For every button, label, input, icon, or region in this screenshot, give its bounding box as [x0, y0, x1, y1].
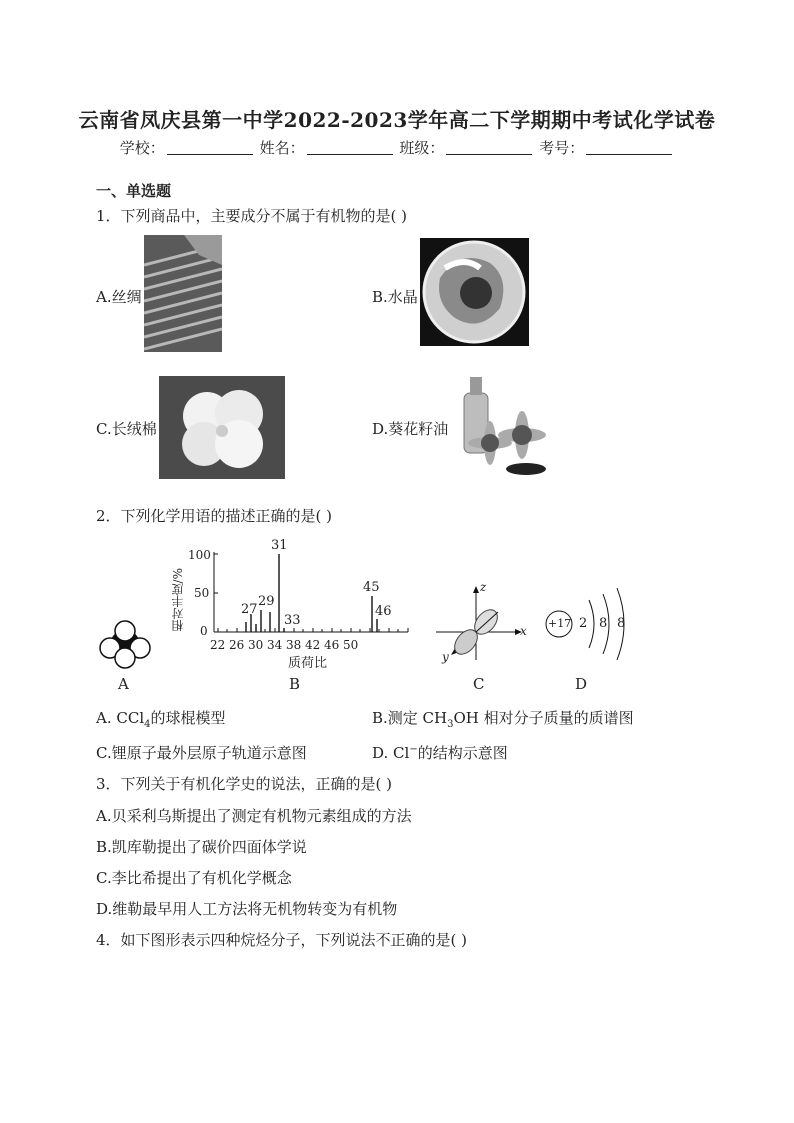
class-blank[interactable] [446, 140, 532, 155]
q3-option-c: C.李比希提出了有机化学概念 [96, 869, 292, 887]
ms-xtick-46: 46 [324, 638, 340, 652]
exam-number-label: 考号： [539, 139, 585, 157]
figure-c-label: C [473, 675, 485, 693]
axis-z-label: z [480, 580, 487, 594]
ms-peak-label-45: 45 [363, 580, 380, 595]
mass-spectrum-figure [170, 538, 416, 670]
ms-ytick-0: 0 [200, 624, 208, 638]
silk-image [144, 235, 222, 352]
shell-3-electrons: 8 [617, 616, 626, 631]
ms-peak-label-46: 46 [375, 604, 392, 619]
ms-xtick-30: 30 [248, 638, 264, 652]
axis-y-label: y [442, 650, 449, 664]
ms-ylabel: 相对丰度/% [171, 568, 185, 632]
exam-number-blank[interactable] [586, 140, 672, 155]
q3-option-a: A.贝采利乌斯提出了测定有机物元素组成的方法 [96, 807, 412, 825]
ms-xtick-34: 34 [267, 638, 283, 652]
ms-peak-label-29: 29 [258, 594, 275, 609]
q1-option-b: B.水晶 [372, 288, 418, 306]
ms-xtick-42: 42 [305, 638, 321, 652]
sunflower-oil-image [454, 373, 550, 490]
ms-xlabel: 质荷比 [288, 656, 328, 671]
class-label: 班级： [399, 139, 445, 157]
ms-xtick-38: 38 [286, 638, 302, 652]
ms-xtick-50: 50 [343, 638, 359, 652]
axis-x-label: x [520, 624, 527, 638]
ms-xtick-22: 22 [210, 638, 226, 652]
q1-option-a: A.丝绸 [96, 288, 142, 306]
q3-option-d: D.维勒最早用人工方法将无机物转变为有机物 [96, 900, 398, 918]
q3-stem: 3．下列关于有机化学史的说法，正确的是( ) [96, 775, 393, 793]
figure-a-label: A [118, 675, 129, 693]
q2-stem: 2．下列化学用语的描述正确的是( ) [96, 507, 333, 525]
crystal-ball-image [420, 238, 529, 346]
figure-d-label: D [575, 675, 588, 693]
ms-peak-label-27: 27 [241, 602, 258, 617]
q3-option-b: B.凯库勒提出了碳价四面体学说 [96, 838, 307, 856]
name-label: 姓名： [259, 139, 305, 157]
p-orbital-figure [434, 580, 534, 666]
q2-option-b: B.测定 $CH_3OH$ 相对分子质量的质谱图 [372, 709, 634, 730]
ms-ytick-50: 50 [194, 586, 210, 600]
cotton-image [159, 376, 285, 479]
q1-stem: 1．下列商品中，主要成分不属于有机物的是( ) [96, 207, 408, 225]
paper-title: 云南省凤庆县第一中学2022-2023学年高二下学期期中考试化学试卷 [78, 108, 716, 132]
school-blank[interactable] [167, 140, 253, 155]
q2-option-a: A. CCl$_4$的球棍模型 [96, 709, 226, 730]
nucleus-charge: +17 [548, 617, 572, 630]
ms-xtick-26: 26 [229, 638, 245, 652]
shell-2-electrons: 8 [599, 616, 608, 631]
ms-ytick-100: 100 [188, 548, 211, 562]
ms-peak-label-31: 31 [271, 538, 288, 553]
q1-option-c: C.长绒棉 [96, 420, 157, 438]
cl-ion-structure-figure [543, 584, 633, 664]
q2-option-c: C.锂原子最外层原子轨道示意图 [96, 744, 307, 762]
ccl4-model-figure [98, 620, 152, 670]
school-label: 学校： [119, 139, 165, 157]
q4-stem: 4．如下图形表示四种烷烃分子，下列说法不正确的是( ) [96, 931, 468, 949]
name-blank[interactable] [307, 140, 393, 155]
q2-option-d: D. Cl−的结构示意图 [372, 744, 508, 762]
shell-1-electrons: 2 [579, 616, 588, 631]
figure-b-label: B [289, 675, 301, 693]
q1-option-d: D.葵花籽油 [372, 420, 449, 438]
section-heading: 一、单选题 [96, 182, 172, 200]
ms-peak-label-33: 33 [284, 613, 301, 628]
student-info-line [0, 137, 794, 158]
